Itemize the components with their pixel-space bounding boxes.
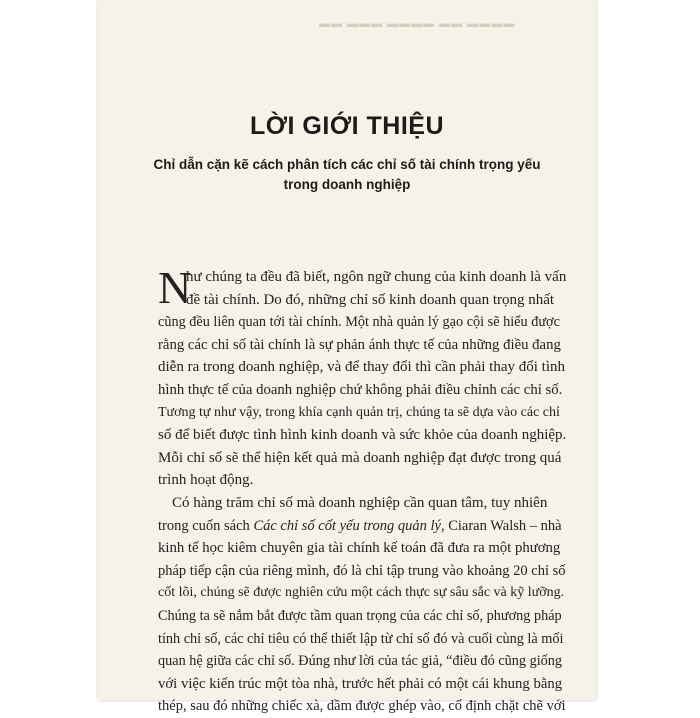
text-line: Có hàng trăm chỉ số mà doanh nghiệp cần quan tâm, tuy nhiên (172, 494, 548, 511)
book-title-italic: Các chỉ số cốt yếu trong quản lý (253, 517, 441, 534)
text-line: hư chúng ta đều đã biết, ngôn ngữ chung của kinh doanh là vấn (186, 269, 567, 285)
chapter-title: LỜI GIỚI THIỆU (249, 112, 445, 140)
subtitle-line-2: trong doanh nghiệp (283, 177, 411, 192)
text-line: Mỗi chỉ số sẽ thể hiện kết quả mà doanh nghiệp đạt được trong quá (158, 449, 562, 466)
text-line: trình hoạt động. (158, 472, 254, 489)
text-line: diễn ra trong doanh nghiệp, và để thay đổi thì cần phải thay đổi tình (158, 359, 565, 376)
text-line: Chúng ta sẽ nắm bắt được tầm quan trọng của các chỉ số, phương pháp (158, 607, 562, 624)
chapter-subtitle (148, 155, 546, 195)
drop-cap: N (158, 262, 192, 313)
paragraph-2 (158, 492, 566, 718)
text-segment: trong cuốn sách (158, 517, 254, 534)
text-line: hình thực tế của doanh nghiệp chứ không phải điều chỉnh các chỉ số. (158, 381, 563, 398)
text-line: kinh tế học kiêm chuyên gia tài chính kế toán đã đưa ra một phương (158, 540, 561, 557)
text-line: pháp tiếp cận của riêng mình, đó là chỉ tập trung vào khoảng 20 chỉ số (158, 562, 566, 579)
text-line: số để biết được tình hình kinh doanh và sức khỏe của doanh nghiệp. (158, 427, 567, 444)
text-line: cũng đều liên quan tới tài chính. Một nhà quản lý gạo cội sẽ hiểu được (158, 314, 560, 331)
text-line: với việc kiến trúc một tòa nhà, trước hết phải có một cái khung bằng (158, 675, 563, 692)
book-page (98, 0, 596, 715)
text-line: đề tài chính. Do đó, những chỉ số kinh doanh quan trọng nhất (186, 291, 555, 308)
text-line: cốt lõi, chúng sẽ được nghiên cứu một cách thực sự sâu sắc và kỹ lưỡng. (158, 585, 565, 601)
text-line-with-book-title (158, 515, 566, 538)
text-line: Tương tự như vậy, trong khía cạnh quản trị, chúng ta sẽ dựa vào các chỉ (158, 404, 560, 420)
paragraph-1 (158, 262, 567, 492)
body-text (158, 262, 567, 718)
subtitle-line-1: Chỉ dẫn cặn kẽ cách phân tích các chỉ số tài chính trọng yếu (153, 157, 541, 172)
mirrored-running-head: ▬▬▬▬ ▬▬ ▬▬▬▬ ▬▬▬ ▬▬ (318, 18, 515, 30)
text-line: thép, sau đó những chiếc xà, dầm được ghép vào, cố định chặt chẽ với (158, 698, 566, 715)
text-segment: , Ciaran Walsh – nhà (440, 517, 562, 534)
text-line: tính chỉ số, các chỉ tiêu có thể thiết lập từ chỉ số đó và cuối cùng là mối (158, 630, 564, 647)
text-line: rằng các chỉ số tài chính là sự phản ánh thực tế của những điều đang (158, 336, 561, 353)
text-line: quan hệ giữa các chỉ số. Đúng như lời của tác giả, “điều đó cũng giống (158, 653, 563, 670)
